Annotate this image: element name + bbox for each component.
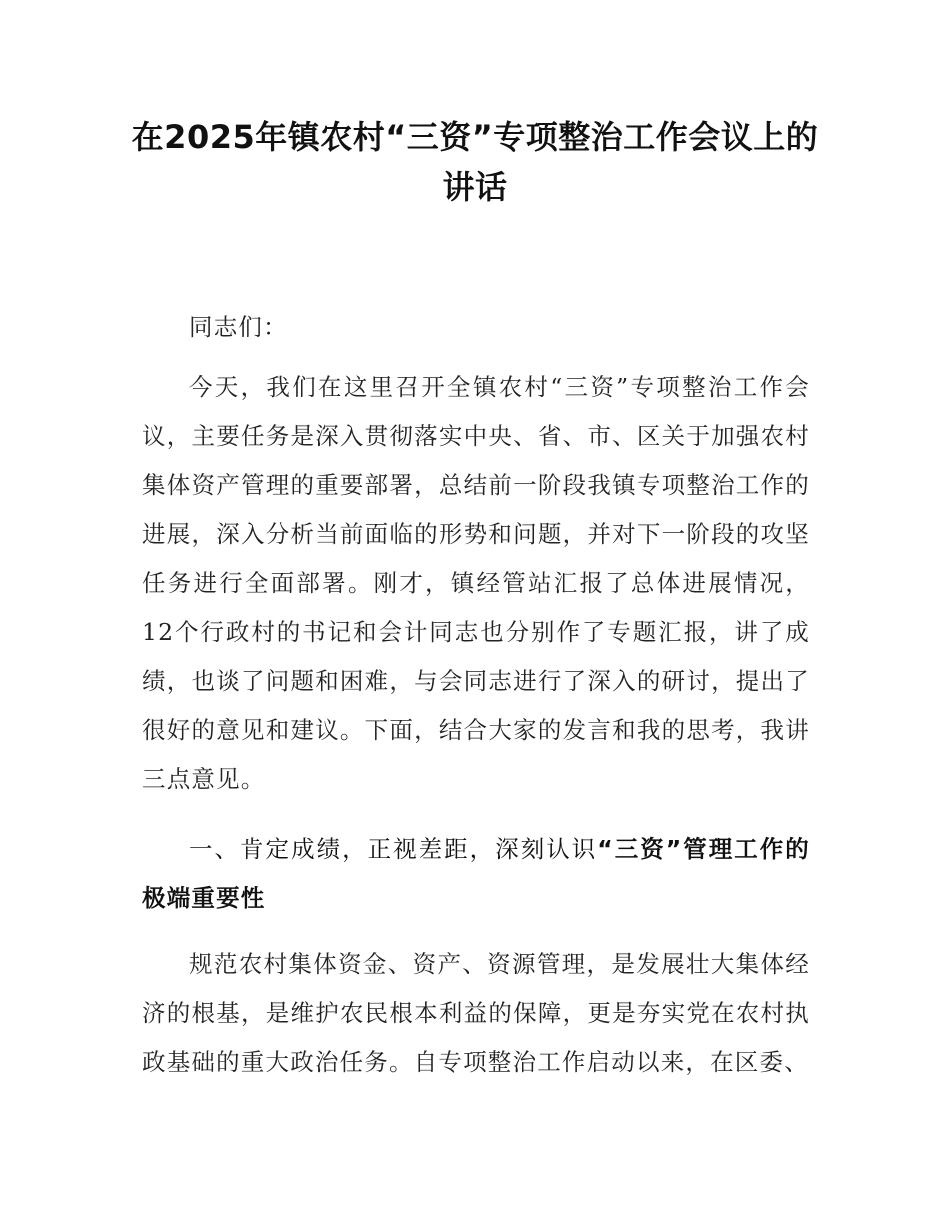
section-heading-1-lead: 一、肯定成绩，正视差距，深刻认识 [189,835,598,863]
section-heading-1 [142,825,810,923]
section-heading-1-rest: “三资”管理工作的极端重要性 [142,835,810,912]
document-title: 在2025年镇农村“三资”专项整治工作会议上的讲话 [131,118,819,206]
greeting: 同志们： [189,313,288,341]
paragraph-intro: 今天，我们在这里召开全镇农村“三资”专项整治工作会议，主要任务是深入贯彻落实中央、省、市、区关于加强农村集体资产管理的重要部署，总结前一阶段我镇专项整治工作的进展，深入分析当前面临的形势和问题，并对下一阶段的攻坚任务进行全面部署。刚才，镇经管站汇报了总体进展情况，12个行政村的书记和会计同志也分别作了专题汇报，讲了成绩，也谈了问题和困难，与会同志进行了深入的研讨，提出了很好的意见和建议。下面，结合大家的发言和我的思考，我讲三点意见。 [142,373,810,793]
paragraph-section-1: 规范农村集体资金、资产、资源管理，是发展壮大集体经济的根基，是维护农民根本利益的保障，更是夯实党在农村执政基础的重大政治任务。自专项整治工作启动以来，在区委、 [142,950,810,1076]
